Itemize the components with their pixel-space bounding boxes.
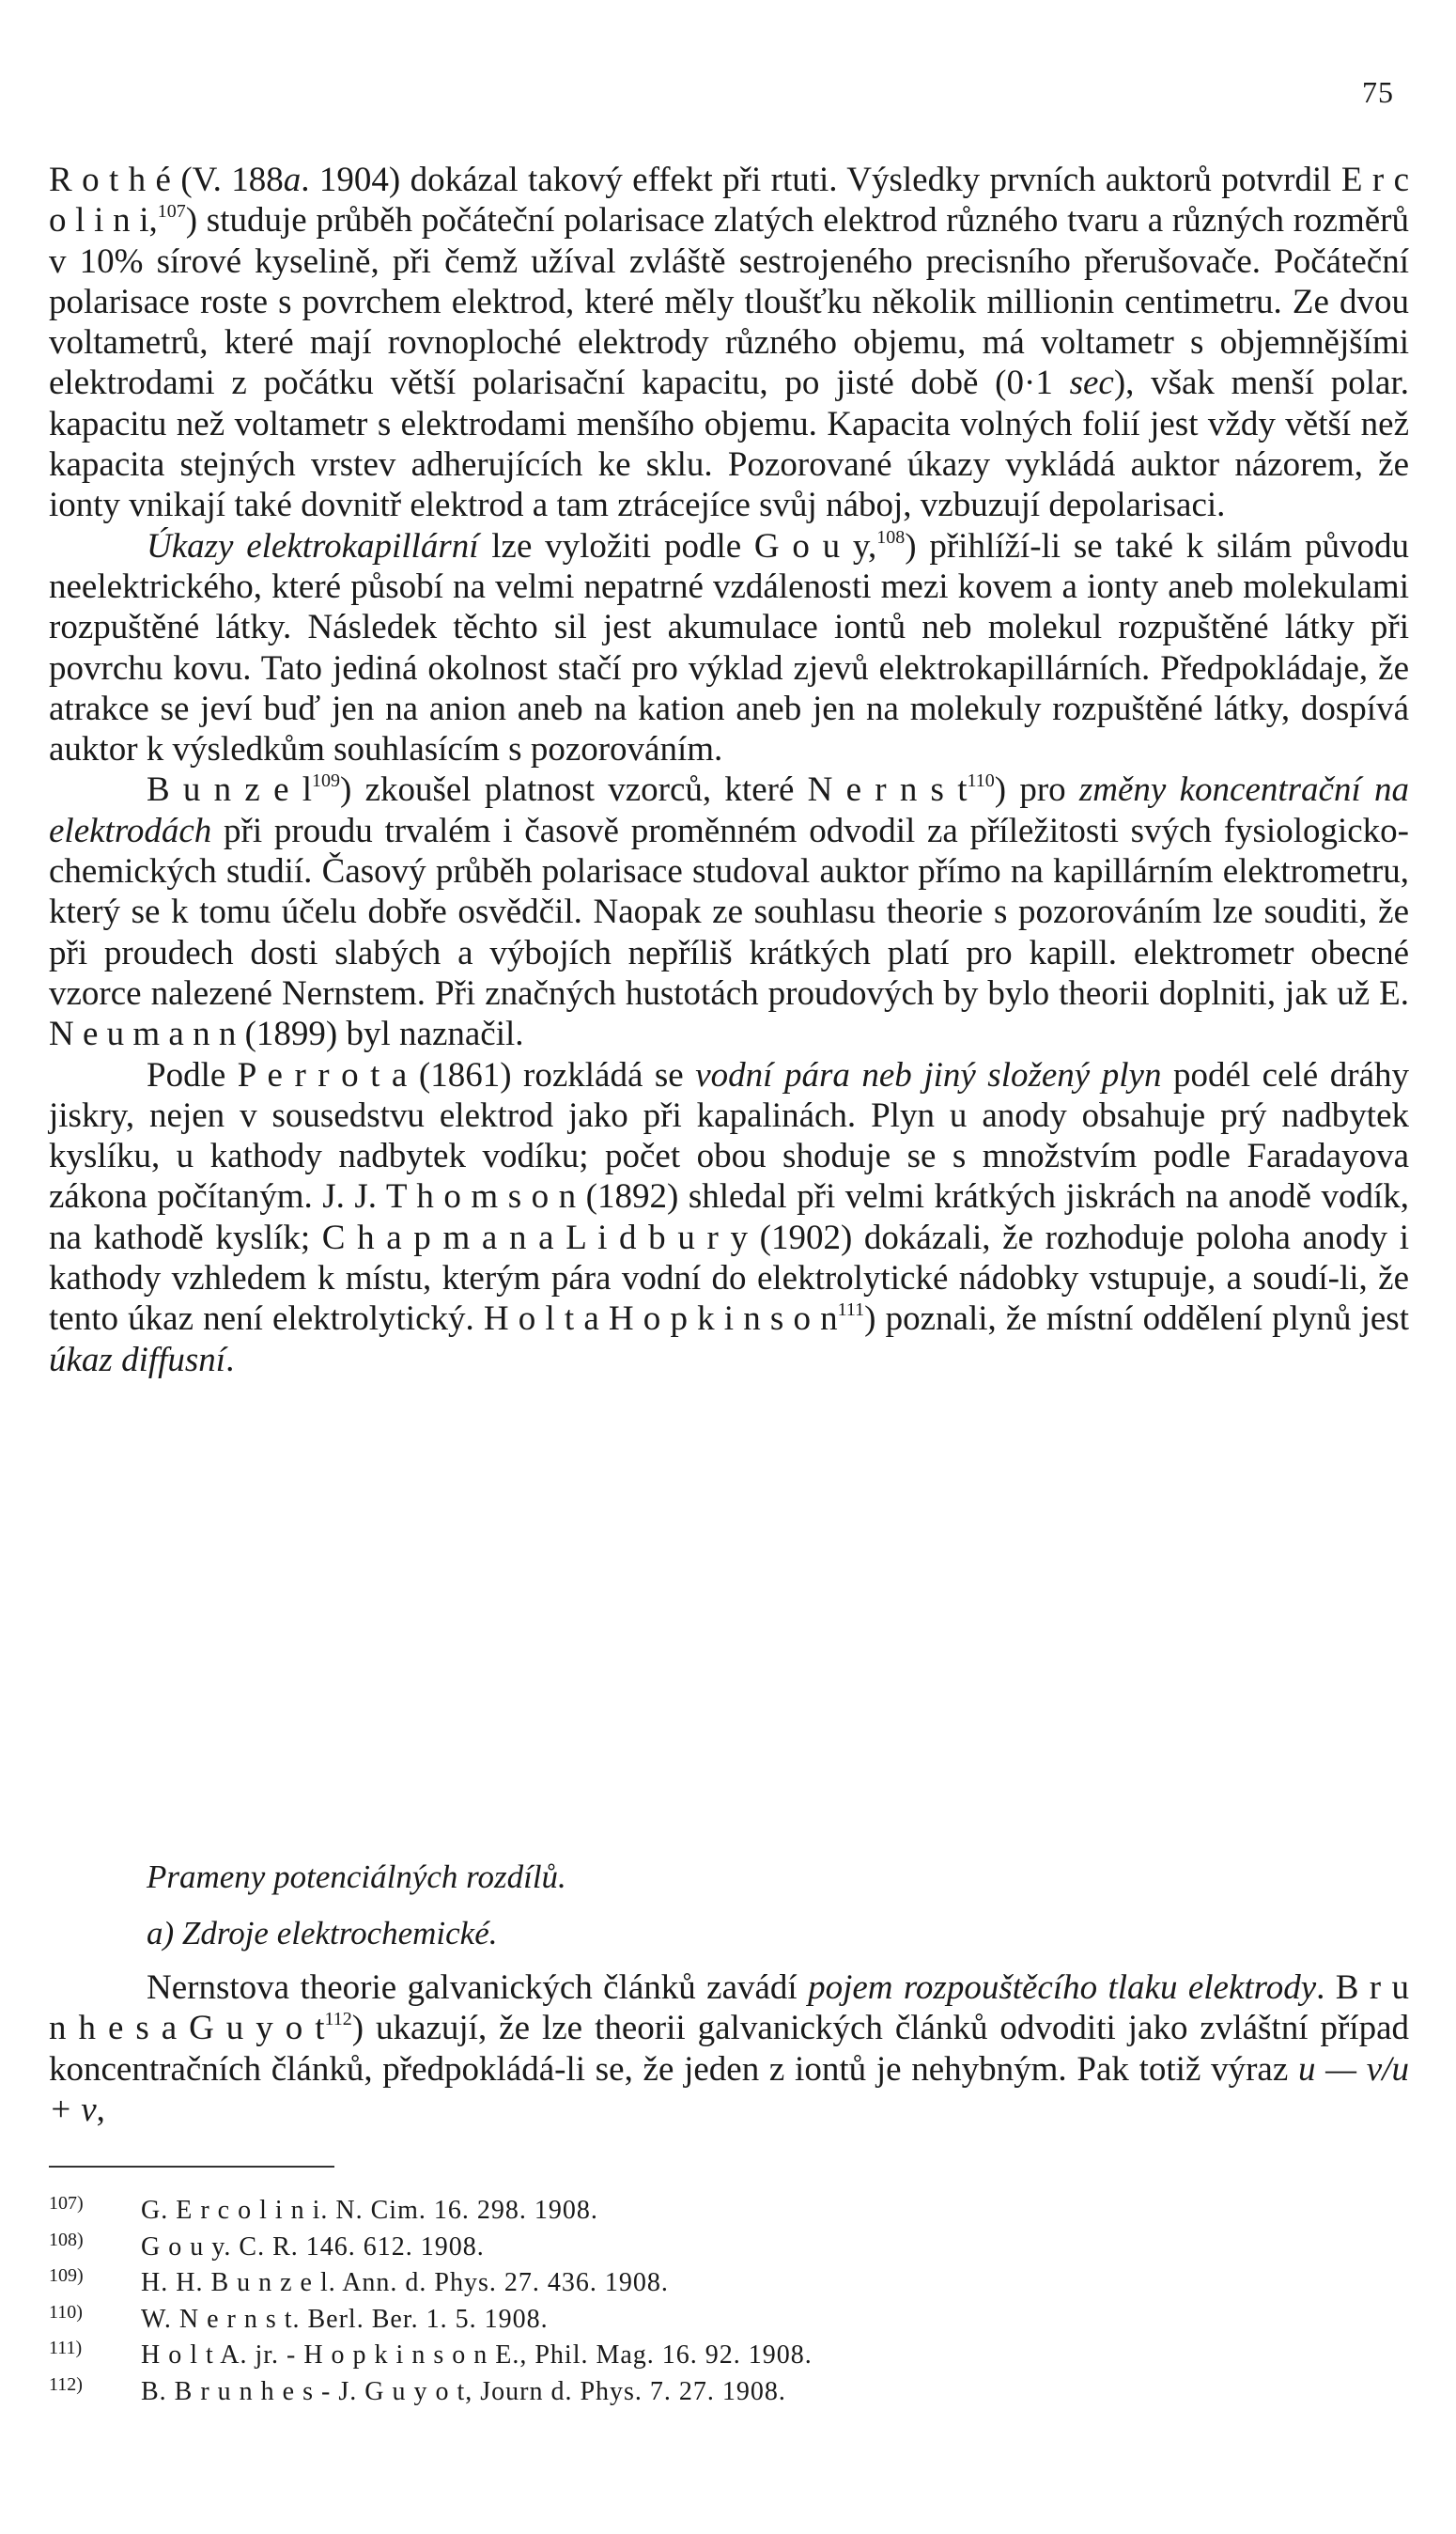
footnote-text: B. B r u n h e s - J. G u y o t, Journ d. Phys. 7. 27. 1908. (141, 2376, 786, 2406)
footnote-number: 112) (49, 2373, 83, 2395)
author-name: L i d b u r y (565, 1218, 748, 1257)
text-run: , (868, 526, 877, 566)
footnote-number: 110) (49, 2301, 83, 2323)
math-expression: u — v/u + v (49, 2049, 1409, 2129)
paragraph-2 (49, 526, 1409, 770)
footnote-text: H o l t A. jr. - H o p k i n s o n E., Phil. Mag. 16. 92. 1908. (141, 2340, 813, 2370)
section-heading: Prameny potenciálných rozdílů. (147, 1858, 566, 1895)
text-run: lze vyložiti podle (478, 526, 754, 566)
text-run: ) zkoušel platnost vzorců, které (340, 770, 808, 810)
footnote-divider (49, 2166, 334, 2168)
subsection-heading: a) Zdroje elektrochemické. (147, 1915, 498, 1951)
paragraph-1 (49, 160, 1409, 526)
text-run: Podle (147, 1055, 238, 1095)
author-name: H o l t (483, 1299, 575, 1339)
footnote (49, 2334, 1268, 2371)
footnote-text: W. N e r n s t. Berl. Ber. 1. 5. 1908. (141, 2304, 549, 2334)
paragraph-4 (49, 1055, 1409, 1380)
text-run: ), však menší polar. kapacitu než voltametr s elektrodami menšího objemu. Kapacita volných folií jest vždy větší než kapacita stejných vrstev adherujících ke sklu. Pozorované úkazy vykládá auktor názorem, že ionty vnikají také dovnitř elektrod a tam ztrácejíce svůj náboj, vzbuzují depolarisaci. (49, 364, 1410, 525)
text-run: ) pro (994, 770, 1079, 810)
body-text (49, 160, 1409, 1380)
text-run: , (96, 2090, 105, 2129)
page-number: 75 (1362, 75, 1394, 109)
text-run: a (526, 1218, 566, 1257)
footnote-text: G o u y. C. R. 146. 612. 1908. (141, 2231, 485, 2262)
body-text-section (49, 1967, 1409, 2130)
text-run: a (574, 1299, 609, 1339)
text-run: ) poznali, že místní oddělení plynů jest (864, 1299, 1409, 1339)
footnote-text: H. H. B u n z e l. Ann. d. Phys. 27. 436. 1908. (141, 2268, 669, 2297)
italic-run: Úkazy elektrokapillární (147, 526, 479, 566)
footnote-ref: 110 (967, 770, 995, 792)
text-run: při proudu trvalém i časově proměnném odvodil za příležitosti svých fysiologicko-chemických studií. Časový průběh polarisace studoval auktor přímo na kapillárním elektrometru, který se k tomu účelu dobře osvědčil. Naopak ze souhlasu theorie s pozorováním lze souditi, že při proudech dosti slabých a výbojích nepříliš krátkých platí pro kapill. elektrometr obecné vzorce nalezené Nernstem. Při značných hustotách proudových by bylo theorii doplniti, jak už E. (49, 811, 1409, 1013)
footnote (49, 2298, 1268, 2335)
paragraph-3 (49, 770, 1409, 1054)
footnote-number: 108) (49, 2229, 84, 2250)
text-run: ) ukazují, že lze theorii galvanických článků odvoditi jako zvláštní případ koncentračních článků, předpokládá-li se, že jeden z iontů je nehybným. Pak totiž výraz (49, 2009, 1409, 2089)
text-run: . (225, 1340, 235, 1379)
author-name: C h a p m a n (321, 1218, 527, 1257)
text-run: Nernstova theorie galvanických článků zavádí (147, 1968, 809, 2007)
author-name: G o u y (753, 526, 869, 566)
text-run: ) přihlíží-li se také k silám původu neelektrického, které působí na velmi nepatrné vzdálenosti mezi kovem a ionty aneb molekulami rozpuštěné látky. Následek těchto sil jest akumulace iontů neb molekul rozpuštěné látky při povrchu kovu. Tato jediná okolnost stačí pro výklad zjevů elektrokapillárních. Předpokládaje, že atrakce se jeví buď jen na anion aneb na kation aneb jen na molekuly rozpuštěné látky, dospívá auktor k výsledkům souhlasícím s pozorováním. (49, 526, 1409, 770)
author-name: N e u m a n n (49, 1015, 237, 1054)
author-name: B u n z e l (147, 770, 313, 810)
author-name: G u y o t (189, 2009, 325, 2048)
footnote-ref: 108 (876, 526, 906, 548)
author-name: E r c o l i n i (49, 161, 1409, 241)
footnote-text: G. E r c o l i n i. N. Cim. 16. 298. 1908. (141, 2196, 598, 2225)
footnote-number: 109) (49, 2265, 84, 2286)
author-name: B r u n h e s (49, 1968, 1409, 2048)
author-name: H o p k i n s o n (608, 1299, 838, 1339)
italic-run: úkaz diffusní (49, 1340, 226, 1379)
text-run: , (148, 201, 158, 241)
text-run: (1902) dokázali, že rozhoduje poloha anody i kathody vzhledem k místu, kterým pára vodní do elektrolytické nádobky vstupuje, a soudí-li, že tento úkaz není elektrolytický. (49, 1218, 1409, 1339)
footnote (49, 2371, 1268, 2407)
author-name: N e r n s t (807, 770, 968, 810)
text-run: (V. 188 (170, 161, 284, 199)
author-name: T h o m s o n (385, 1177, 577, 1217)
footnote-number: 111) (49, 2338, 83, 2358)
footnotes (49, 2189, 1268, 2406)
footnote-ref: 109 (312, 770, 341, 792)
footnote (49, 2262, 1268, 2298)
text-run: podél celé dráhy jiskry, nejen v sousedstvu elektrod jako při kapalinách. Plyn u anody obsahuje prý nadbytek kyslíku, u kathody nadbytek vodíku; počet obou shoduje se s množstvím podle Faradayova zákona počítaným. J. J. (49, 1055, 1409, 1217)
footnote-ref: 112 (324, 2009, 352, 2030)
text-run: . (1316, 1968, 1336, 2007)
author-name: P e r r o t a (237, 1055, 408, 1095)
text-run: ) studuje průběh počáteční polarisace zlatých elektrod různého tvaru a různých rozměrů v 10% sírové kyselině, při čemž užíval zvláště sestrojeného precisního přerušovače. Počáteční polarisace roste s povrchem elektrod, které měly tloušťku několik millionin centimetru. Ze dvou voltametrů, které mají rovnoploché elektrody různého objemu, má voltametr s objemnějšími elektrodami z počátku větší polarisační kapacitu, po jisté době (0·1 (49, 201, 1409, 403)
text-run: . 1904) dokázal takový effekt při rtuti. Výsledky prvních auktorů potvrdil (301, 161, 1341, 199)
text-run: (1861) rozkládá se (407, 1055, 696, 1095)
italic-run: vodní pára neb jiný složený plyn (695, 1055, 1162, 1095)
footnote (49, 2189, 1268, 2226)
author-name: R o t h é (49, 161, 171, 199)
footnote-ref: 107 (157, 201, 186, 223)
text-run: a (148, 2009, 190, 2048)
italic-run: sec (1069, 364, 1114, 403)
text-run: (1899) byl naznačil. (236, 1015, 524, 1054)
footnote (49, 2226, 1268, 2262)
text-run: (1892) shledal při velmi krátkých jiskrách na anodě vodík, na kathodě kyslík; (49, 1177, 1409, 1257)
footnote-number: 107) (49, 2193, 84, 2214)
italic-run: změny koncentrační na elektrodách (49, 770, 1409, 850)
paragraph-5 (49, 1967, 1409, 2130)
italic-run: pojem rozpouštěcího tlaku elektrody (808, 1968, 1317, 2007)
footnote-ref: 111 (837, 1299, 865, 1321)
italic-run: a (283, 161, 302, 199)
